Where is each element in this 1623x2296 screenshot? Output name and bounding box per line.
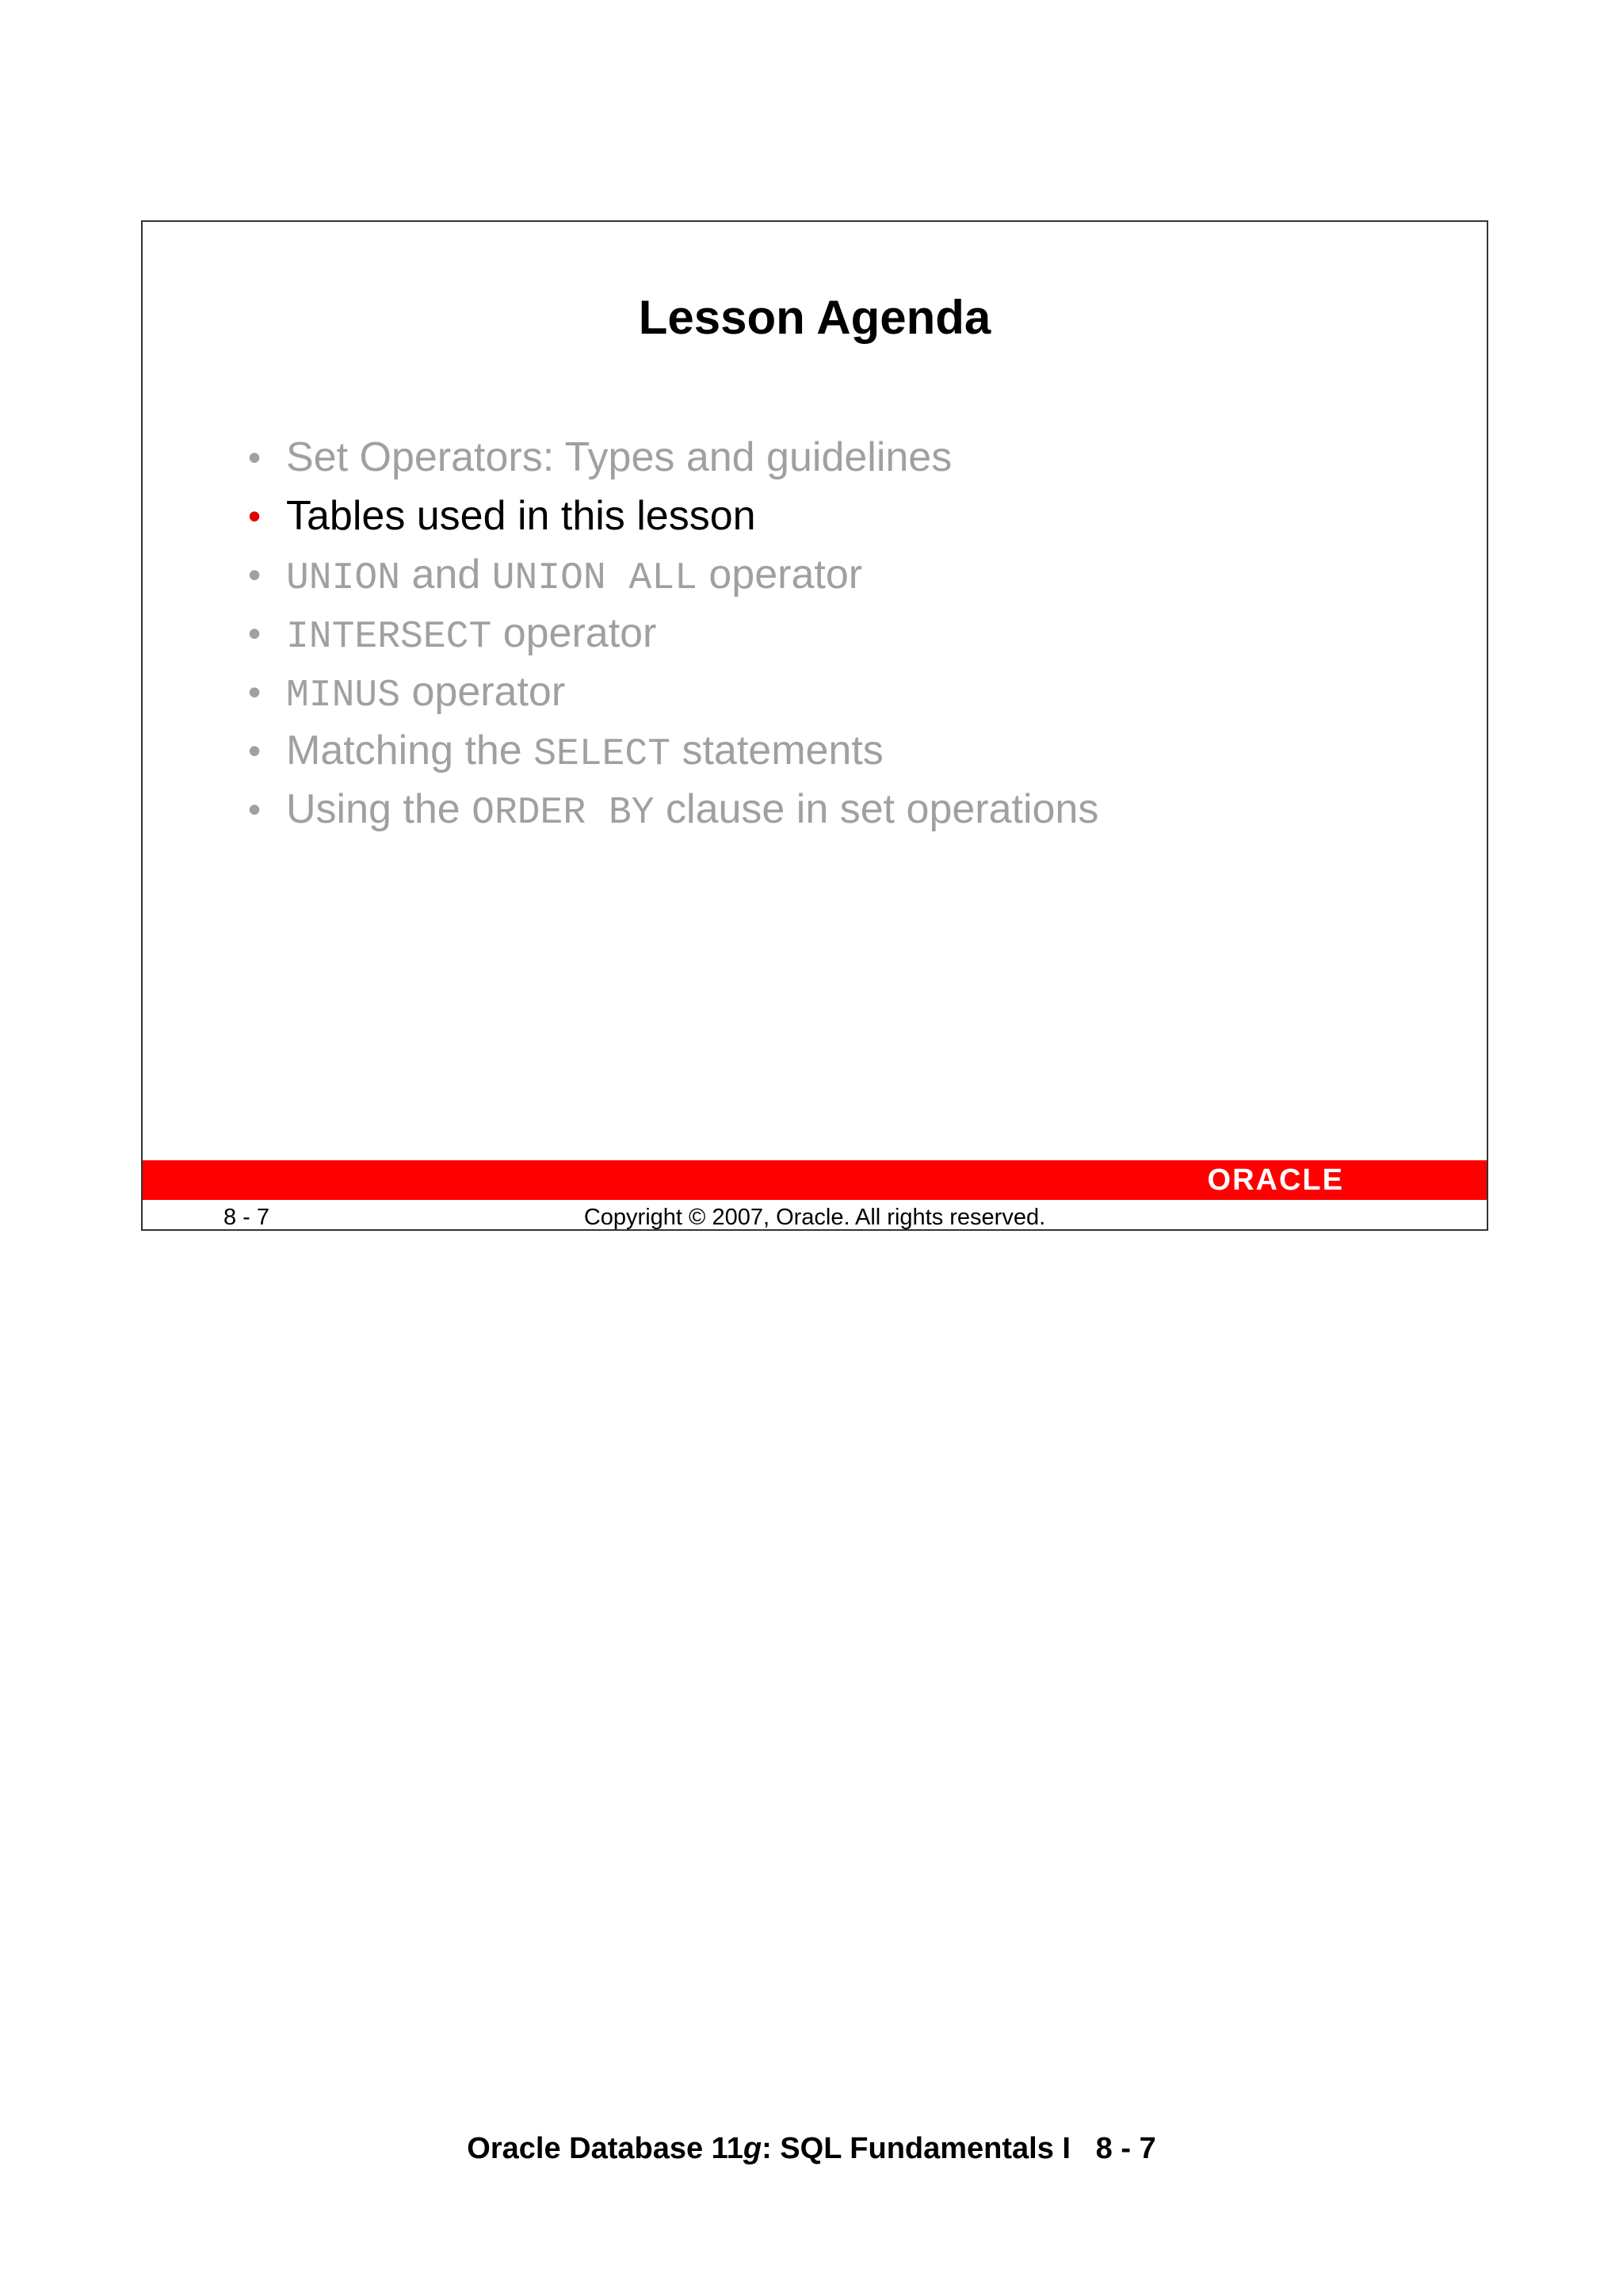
copyright-text: Copyright © 2007, Oracle. All rights reserved.: [583, 1205, 1046, 1230]
agenda-item-union: [248, 545, 1098, 604]
footer-band: [143, 1160, 1487, 1200]
agenda-item-text: operator: [400, 669, 566, 715]
slide-number: 8 - 7: [223, 1205, 270, 1230]
agenda-list: [248, 428, 1098, 839]
code-minus: MINUS: [286, 674, 401, 717]
code-union: UNION: [286, 557, 401, 600]
page-footer-suffix: : SQL Fundamentals I 8 - 7: [762, 2132, 1156, 2165]
agenda-item-order-by: [248, 780, 1098, 839]
agenda-item-text: operator: [491, 610, 657, 656]
agenda-item-text: clause in set operations: [654, 786, 1099, 832]
code-select: SELECT: [533, 733, 671, 776]
agenda-item-text: statements: [670, 728, 884, 774]
slide-title: Lesson Agenda: [638, 291, 991, 344]
agenda-item-text: operator: [697, 552, 863, 598]
agenda-item-matching-select: [248, 721, 1098, 780]
page-footer-prefix: Oracle Database 11: [467, 2132, 743, 2165]
agenda-item-text: Set Operators: Types and guidelines: [286, 434, 953, 480]
bullet-icon: •: [248, 554, 262, 595]
agenda-item-text: Matching the: [286, 728, 534, 774]
agenda-item-text: Tables used in this lesson: [286, 493, 756, 539]
agenda-item-set-operators: [248, 428, 1098, 487]
bullet-icon: •: [248, 495, 262, 537]
page-footer: [0, 2132, 1623, 2166]
code-union-all: UNION ALL: [491, 557, 697, 600]
code-order-by: ORDER BY: [472, 792, 655, 835]
bullet-icon: •: [248, 789, 262, 830]
bullet-icon: •: [248, 730, 262, 771]
agenda-item-text: Using the: [286, 786, 472, 832]
bullet-icon: •: [248, 437, 262, 478]
page-footer-italic: g: [743, 2132, 762, 2165]
bullet-icon: •: [248, 671, 262, 712]
agenda-item-text: and: [400, 552, 492, 598]
code-intersect: INTERSECT: [286, 616, 492, 659]
agenda-item-tables: [248, 487, 1098, 545]
slide: [141, 220, 1488, 1231]
agenda-item-minus: [248, 663, 1098, 721]
agenda-item-intersect: [248, 604, 1098, 663]
bullet-icon: •: [248, 613, 262, 654]
oracle-logo: ORACLE: [1207, 1163, 1344, 1197]
